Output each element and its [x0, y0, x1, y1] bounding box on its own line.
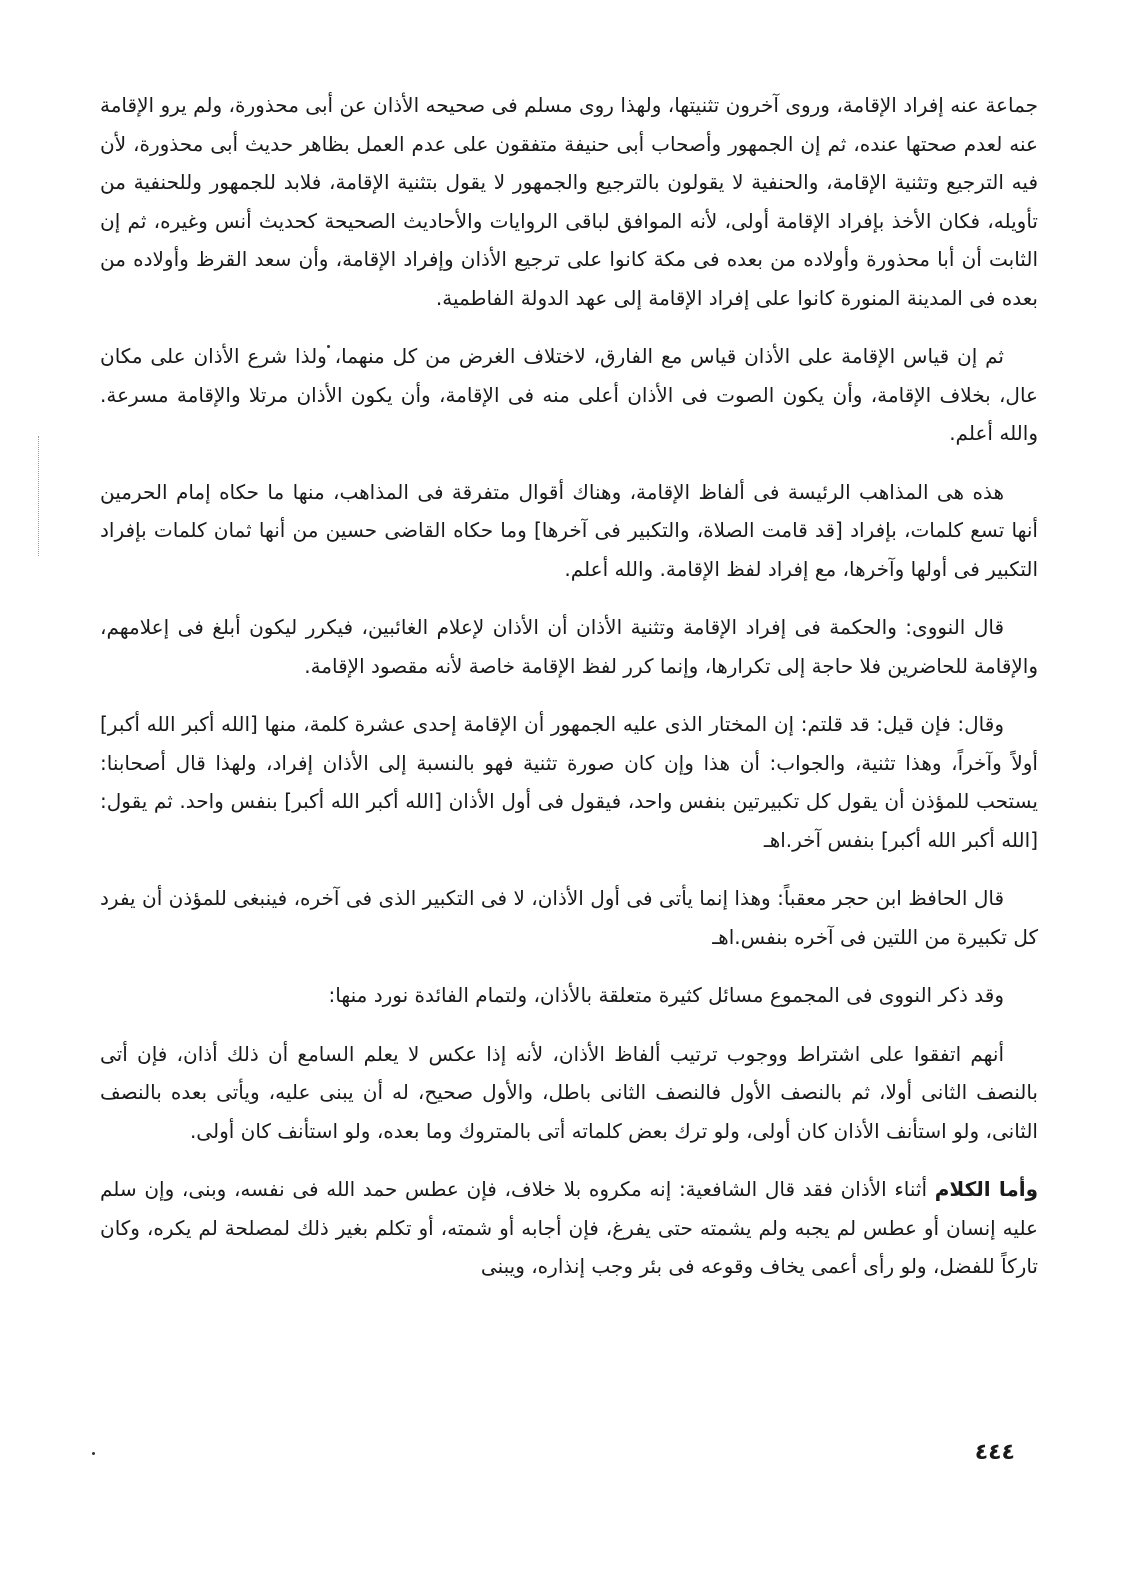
paragraph-text: وقال: فإن قيل: قد قلتم: إن المختار الذى عليه الجمهور أن الإقامة إحدى عشرة كلمة، منها [الله أكبر الله أكبر] أولاً وآخراً، وهذا تثنية، والجواب: أن هذا وإن كان صورة تثنية فهو بالنسبة إلى الأذان إفراد، ولهذا قال أصحابنا: يستحب للمؤذن أن يقول كل تكبيرتين بنفس واحد، فيقول فى أول الأذان [الله أكبر الله أكبر] بنفس واحد. ثم يقول: [الله أكبر الله أكبر] بنفس آخر.اهـ	[100, 712, 1038, 852]
paragraph-text: هذه هى المذاهب الرئيسة فى ألفاظ الإقامة، وهناك أقوال متفرقة فى المذاهب، منها ما حكاه إمام الحرمين أنها تسع كلمات، بإفراد [قد قامت الصلاة، والتكبير فى آخرها] وما حكاه القاضى حسين من أنها ثمان كلمات بإفراد التكبير فى أولها وآخرها، مع إفراد لفظ الإقامة. والله أعلم.	[100, 479, 1038, 581]
paragraph-2	[100, 337, 1038, 453]
paragraph-1	[100, 86, 1038, 317]
paragraph-4	[100, 608, 1038, 685]
paragraph-text: أثناء الأذان فقد قال الشافعية: إنه مكروه بلا خلاف، فإن عطس حمد الله فى نفسه، وبنى، وإن سلم عليه إنسان أو عطس لم يجبه ولم يشمته حتى يفرغ، فإن أجابه أو شمته، أو تكلم بغير ذلك لمصلحة لم يكره، وكان تاركاً للفضل، ولو رأى أعمى يخاف وقوعه فى بئر وجب إنذاره، ويبنى	[100, 1177, 1038, 1278]
paragraph-3	[100, 473, 1038, 589]
paragraph-text: أنهم اتفقوا على اشتراط ووجوب ترتيب ألفاظ الأذان، لأنه إذا عكس لا يعلم السامع أن ذلك أذان، فإن أتى بالنصف الثانى أولا، ثم بالنصف الأول فالنصف الثانى باطل، والأول صحيح، له أن يبنى عليه، ويأتى بعده بالنصف الثانى، ولو استأنف الأذان كان أولى، ولو ترك بعض كلماته أتى بالمتروك وما بعده، ولو استأنف كان أولى.	[100, 1041, 1038, 1143]
paragraph-8	[100, 1035, 1038, 1151]
paragraph-text: وقد ذكر النووى فى المجموع مسائل كثيرة متعلقة بالأذان، ولتمام الفائدة نورد منها:	[328, 983, 1004, 1007]
paragraph-5	[100, 705, 1038, 859]
paragraph-9	[100, 1170, 1038, 1286]
paragraph-6	[100, 879, 1038, 956]
page-number: ٤٤٤	[974, 1440, 1015, 1465]
paragraph-text: جماعة عنه إفراد الإقامة، وروى آخرون تثنيتها، ولهذا روى مسلم فى صحيحه الأذان عن أبى محذورة، ولم يرو الإقامة عنه لعدم صحتها عنده، ثم إن الجمهور وأصحاب أبى حنيفة متفقون على عدم العمل بظاهر حديث أبى محذورة، لأن فيه الترجيع وتثنية الإقامة، والحنفية لا يقولون بالترجيع والجمهور لا يقول بتثنية الإقامة، فلابد للجمهور وللحنفية من تأويله، فكان الأخذ بإفراد الإقامة أولى، لأنه الموافق لباقى الروايات والأحاديث الصحيحة كحديث أنس وغيره، ثم إن الثابت أن أبا محذورة وأولاده من بعده فى مكة كانوا على ترجيع الأذان وإفراد الإقامة، وأن سعد القرظ وأولاده من بعده فى المدينة المنورة كانوا على إفراد الإقامة إلى عهد الدولة الفاطمية.	[100, 93, 1038, 310]
paragraph-text: ثم إن قياس الإقامة على الأذان قياس مع الفارق، لاختلاف الغرض من كل منهما، ولذا شرع الأذان على مكان عال، بخلاف الإقامة، وأن يكون الصوت فى الأذان أعلى منه فى الإقامة، وأن يكون الأذان مرتلا والإقامة مسرعة. والله أعلم.	[100, 344, 1038, 445]
paragraph-7	[100, 976, 1038, 1015]
paragraph-text: قال الحافظ ابن حجر معقباً: وهذا إنما يأتى فى أول الأذان، لا فى التكبير الذى فى آخره، فينبغى للمؤذن أن يفرد كل تكبيرة من اللتين فى آخره بنفس.اهـ	[100, 886, 1038, 949]
paragraph-text: قال النووى: والحكمة فى إفراد الإقامة وتثنية الأذان أن الأذان لإعلام الغائبين، فيكرر ليكون أبلغ فى إعلامهم، والإقامة للحاضرين فلا حاجة إلى تكرارها، وإنما كرر لفظ الإقامة خاصة لأنه مقصود الإقامة.	[100, 615, 1038, 678]
scan-speck	[92, 1452, 95, 1455]
paragraph-lead: وأما الكلام	[934, 1177, 1039, 1201]
document-body	[100, 86, 1038, 1306]
margin-scan-mark	[38, 436, 40, 556]
